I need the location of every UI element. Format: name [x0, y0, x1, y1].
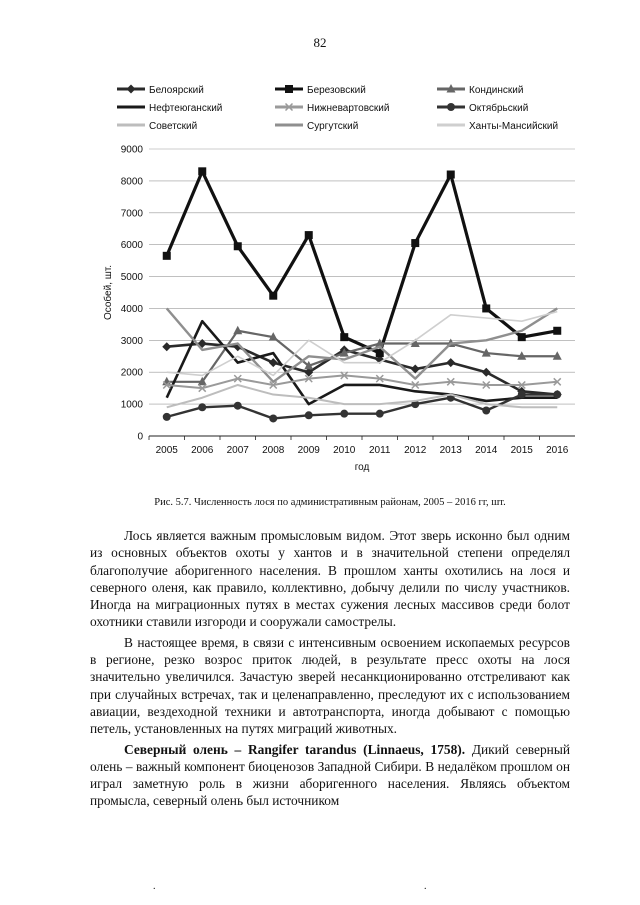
data-point: [305, 411, 313, 419]
data-point: [446, 358, 455, 367]
data-point: [162, 342, 171, 351]
x-tick-label: 2016: [546, 445, 569, 456]
legend-label: Нефтеюганский: [149, 103, 223, 114]
footer-mark: .: [153, 881, 156, 892]
data-point: [482, 304, 490, 312]
data-point: [482, 406, 490, 414]
x-tick-label: 2008: [262, 445, 285, 456]
body-text: [90, 527, 570, 813]
x-tick-label: 2014: [475, 445, 498, 456]
legend-label: Ханты-Мансийский: [469, 121, 559, 132]
data-point: [269, 292, 277, 300]
data-point: [234, 402, 242, 410]
x-tick-label: 2007: [226, 445, 249, 456]
legend-label: Кондинский: [469, 85, 524, 96]
legend-label: Октябрьский: [469, 103, 529, 114]
y-tick-label: 5000: [120, 272, 143, 284]
series-line: [167, 344, 558, 395]
legend-label: Сургутский: [307, 121, 359, 132]
paragraph-hunting-pressure: В настоящее время, в связи с интенсивным освоением ископаемых ресурсов в регионе, резко возрос приток людей, в результате пресс охоты на лося значительно увеличился. Зачастую зверей несанкционированно отстреливают как при случайных встречах, так и целенаправленно, преследуют их с использованием авиации, вездеходной техники и автотранспорта, иногда добывают с помощью петель, установленных на путях миграций животных.: [90, 634, 570, 737]
legend-label: Березовский: [307, 85, 366, 96]
data-point: [233, 326, 242, 335]
y-tick-label: 9000: [120, 144, 143, 156]
x-tick-label: 2009: [297, 445, 320, 456]
x-tick-label: 2011: [368, 445, 391, 456]
legend-label: Советский: [149, 121, 198, 132]
data-point: [376, 410, 384, 418]
data-point: [518, 333, 526, 341]
x-tick-label: 2006: [191, 445, 214, 456]
data-point: [163, 252, 171, 260]
y-tick-label: 2000: [120, 367, 143, 379]
legend-marker: [127, 85, 136, 94]
page-number: 82: [313, 35, 327, 50]
x-tick-label: 2005: [155, 445, 178, 456]
data-point: [163, 413, 171, 421]
legend-label: Белоярский: [149, 85, 204, 96]
moose-population-chart: [95, 78, 585, 478]
legend-marker: [447, 103, 455, 111]
x-axis-label: год: [354, 462, 370, 473]
series-line: [167, 171, 558, 353]
species-heading: Северный олень – Rangifer tarandus (Linnaeus, 1758).: [124, 741, 466, 757]
paragraph-reindeer: [90, 741, 570, 810]
y-tick-label: 7000: [120, 208, 143, 220]
data-point: [269, 414, 277, 422]
footer-mark: .: [424, 881, 427, 892]
x-tick-label: 2013: [439, 445, 462, 456]
data-point: [411, 239, 419, 247]
data-point: [553, 327, 561, 335]
y-tick-label: 8000: [120, 176, 143, 188]
y-tick-label: 4000: [120, 303, 143, 315]
x-tick-label: 2015: [510, 445, 533, 456]
data-point: [340, 410, 348, 418]
y-tick-label: 3000: [120, 335, 143, 347]
data-point: [553, 391, 561, 399]
series-line: [167, 395, 558, 419]
y-tick-label: 1000: [120, 399, 143, 411]
data-point: [447, 171, 455, 179]
y-axis-label: Особей, шт.: [103, 264, 114, 321]
data-point: [198, 403, 206, 411]
legend-marker: [285, 85, 293, 93]
figure-caption: Рис. 5.7. Численность лося по административным районам, 2005 – 2016 гг, шт.: [154, 497, 506, 508]
data-point: [340, 333, 348, 341]
x-tick-label: 2010: [333, 445, 356, 456]
data-point: [305, 231, 313, 239]
data-point: [518, 391, 526, 399]
species-text: Дикий северный олень – важный компонент биоценозов Западной Сибири. В недалёком прошлом он играл заметную роль в жизни аборигенного населения. Являясь объектом промысла, северный олень был источником: [90, 741, 570, 809]
series-line: [167, 331, 558, 382]
legend-label: Нижневартовский: [307, 103, 390, 114]
x-tick-label: 2012: [404, 445, 427, 456]
data-point: [234, 242, 242, 250]
data-point: [198, 167, 206, 175]
y-tick-label: 6000: [120, 240, 143, 252]
paragraph-moose-hunting: Лось является важным промысловым видом. Этот зверь исконно был одним из основных объектов охоты у хантов и в значительной степени определял благополучие аборигенного населения. В прошлом ханты охотились на лося и северного оленя, как правило, коллективно, добычу делили по числу участников. Иногда на миграционных путях в местах сужения лесных массивов среди болот охотники ставили изгороди и сооружали самострелы.: [90, 528, 570, 630]
y-tick-label: 0: [137, 431, 143, 443]
